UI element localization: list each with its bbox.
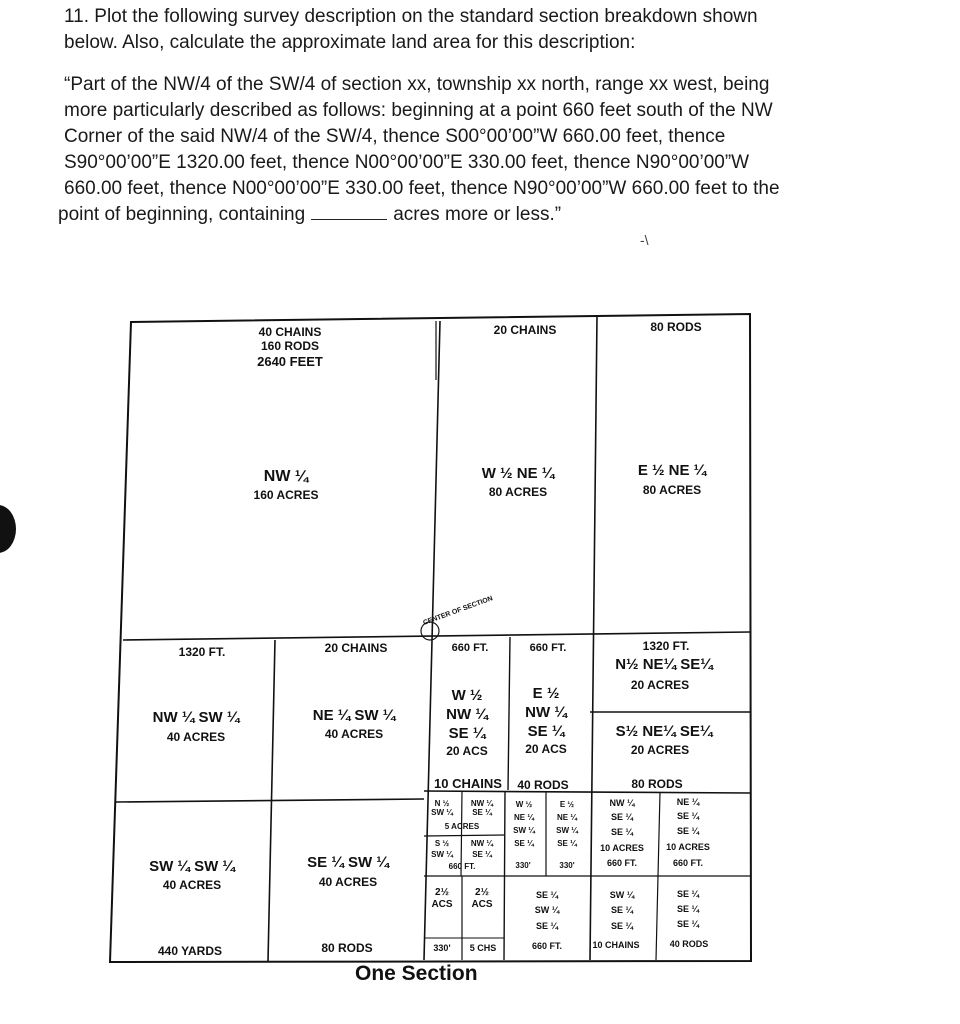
half-section-line bbox=[123, 632, 750, 640]
section-outline bbox=[110, 314, 751, 962]
w-nw-se-line3: SE ¼ bbox=[448, 725, 486, 742]
nw-quarter-label: NW ¼ bbox=[263, 468, 309, 485]
label-660-ft-a: 660 FT. bbox=[451, 642, 489, 654]
description-line-3: Corner of the said NW/4 of the SW/4, thence S00°00’00”W 660.00 feet, thence bbox=[64, 126, 726, 147]
ne-se-se-1: NE ¼ bbox=[676, 797, 700, 807]
label-80-rods-bottom: 80 RODS bbox=[321, 941, 373, 955]
se-sw-se-3: SE ¼ bbox=[535, 921, 559, 931]
description-line-4: S90°00’00”E 1320.00 feet, thence N00°00’00”E 330.00 feet, thence N90°00’00”W bbox=[64, 152, 750, 173]
e-half-ne-label: E ½ NE ¼ bbox=[637, 462, 707, 479]
e-nw-se-acres: 20 ACS bbox=[525, 742, 567, 756]
label-330-b: 330' bbox=[559, 861, 575, 870]
nw-sw-label: NW ¼ SW ¼ bbox=[152, 709, 240, 726]
description-line-5: 660.00 feet, thence N00°00’00”E 330.00 feet, thence N90°00’00”W 660.00 feet to the bbox=[64, 178, 780, 199]
label-1320-ft-right: 1320 FT. bbox=[642, 639, 690, 653]
w-nw-se-acres: 20 ACS bbox=[446, 744, 488, 758]
description-line-6-end: acres more or less.” bbox=[393, 204, 562, 225]
se-se-se-3: SE ¼ bbox=[676, 919, 700, 929]
label-80-rods-top: 80 RODS bbox=[650, 320, 702, 334]
description-line-2: more particularly described as follows: beginning at a point 660 feet south of the NW bbox=[64, 100, 773, 121]
nw-sw-se-small-1: NW ¼ bbox=[470, 799, 494, 808]
center-of-section-icon bbox=[421, 622, 439, 640]
nw-sw-acres: 40 ACRES bbox=[166, 730, 226, 744]
label-160-rods: 160 RODS bbox=[260, 339, 320, 353]
se-se-se-2: SE ¼ bbox=[676, 904, 700, 914]
ne-se-se-3: SE ¼ bbox=[676, 826, 700, 836]
nw-se-se-2: SE ¼ bbox=[610, 812, 634, 822]
n-ne-se-acres: 20 ACRES bbox=[630, 678, 690, 692]
nw-sw-se-small-2: SE ¼ bbox=[472, 808, 492, 817]
se-se-se-1: SE ¼ bbox=[676, 889, 700, 899]
sw-se-se-3: SE ¼ bbox=[610, 921, 634, 931]
diagram-caption: One Section bbox=[355, 962, 478, 985]
label-5-chs: 5 CHS bbox=[469, 943, 497, 953]
two-half-b-1: 2½ bbox=[475, 887, 489, 898]
n-ne-se-label: N½ NE¼ SE¼ bbox=[615, 656, 713, 673]
ne-half-divider bbox=[590, 316, 597, 960]
s-half-nw-sw-se-1: S ½ bbox=[434, 839, 450, 848]
w-ne-sw-se-3: SW ¼ bbox=[513, 826, 535, 835]
n-half-nw-sw-se-acres: 5 ACRES bbox=[444, 822, 480, 831]
label-20-chains-mid: 20 CHAINS bbox=[324, 641, 388, 655]
e-nw-se-line2: NW ¼ bbox=[525, 704, 567, 721]
w-ne-sw-se-4: SE ¼ bbox=[514, 839, 534, 848]
s-ne-se-label: S½ NE¼ SE¼ bbox=[615, 723, 713, 740]
w-nw-se-line2: NW ¼ bbox=[446, 706, 488, 723]
e-ne-sw-se-2: NE ¼ bbox=[556, 813, 578, 822]
label-330-a: 330' bbox=[515, 861, 531, 870]
center-vertical-line bbox=[424, 321, 440, 960]
label-440-yards: 440 YARDS bbox=[157, 944, 223, 958]
sw-quarter-divider bbox=[268, 640, 275, 961]
nw-quarter-acres: 160 ACRES bbox=[253, 488, 319, 502]
ne-se-se-2: SE ¼ bbox=[676, 811, 700, 821]
e-half-ne-acres: 80 ACRES bbox=[642, 483, 702, 497]
se-sw-se-2: SW ¼ bbox=[534, 905, 560, 915]
w-nw-se-line1: W ½ bbox=[451, 687, 483, 704]
sw-sw-acres: 40 ACRES bbox=[162, 878, 222, 892]
e-nw-se-line1: E ½ bbox=[532, 685, 560, 702]
label-660-ft-b: 660 FT. bbox=[529, 642, 567, 654]
acreage-answer-blank[interactable] bbox=[311, 203, 387, 220]
pencil-mark: -\ bbox=[640, 232, 649, 248]
e-ne-sw-se-1: E ½ bbox=[559, 800, 575, 809]
label-1320-ft-left: 1320 FT. bbox=[178, 645, 226, 659]
s-nw-small-2: SE ¼ bbox=[472, 850, 492, 859]
nw-se-se-acres: 10 ACRES bbox=[600, 843, 644, 853]
w-ne-sw-se-1: W ½ bbox=[515, 800, 533, 809]
two-half-b-2: ACS bbox=[471, 899, 493, 910]
hole-punch-mark bbox=[0, 505, 16, 553]
label-660-ft-bottom: 660 FT. bbox=[531, 941, 563, 951]
s-half-nw-sw-se-2: SW ¼ bbox=[431, 850, 453, 859]
s-nw-small-1: NW ¼ bbox=[470, 839, 494, 848]
two-half-a-2: ACS bbox=[431, 899, 453, 910]
w-half-ne-label: W ½ NE ¼ bbox=[481, 465, 555, 482]
label-10-chains: 10 CHAINS bbox=[434, 776, 502, 791]
label-40-rods: 40 RODS bbox=[517, 778, 569, 792]
label-40-rods-bottom: 40 RODS bbox=[669, 939, 709, 949]
n-half-nw-sw-se-1: N ½ bbox=[434, 799, 450, 808]
n-half-nw-sw-se-2: SW ¼ bbox=[431, 808, 453, 817]
label-40-chains: 40 CHAINS bbox=[258, 325, 322, 339]
label-80-rods-mid: 80 RODS bbox=[631, 777, 683, 791]
label-330-bottom: 330' bbox=[433, 943, 451, 953]
w-half-ne-acres: 80 ACRES bbox=[488, 485, 548, 499]
se-sw-se-1: SE ¼ bbox=[535, 890, 559, 900]
se-quarter-mid-line bbox=[424, 791, 750, 793]
nw-se-se-3: SE ¼ bbox=[610, 827, 634, 837]
nw-se-divider bbox=[508, 637, 510, 790]
description-line-6-start: point of beginning, containing bbox=[58, 204, 306, 225]
sw-se-se-1: SW ¼ bbox=[609, 890, 635, 900]
label-10-chains-bottom: 10 CHAINS bbox=[592, 940, 640, 950]
sw-se-se-2: SE ¼ bbox=[610, 905, 634, 915]
description-line-1: “Part of the NW/4 of the SW/4 of section xx, township xx north, range xx west, being bbox=[64, 74, 770, 95]
nw-se-se-ft: 660 FT. bbox=[606, 858, 638, 868]
ne-sw-acres: 40 ACRES bbox=[324, 727, 384, 741]
center-label: CENTER OF SECTION bbox=[422, 595, 494, 627]
question-line-1: 11. Plot the following survey description on the standard section breakdown shown bbox=[64, 6, 758, 27]
se-sw-label: SE ¼ SW ¼ bbox=[307, 854, 389, 871]
e-ne-sw-se-3: SW ¼ bbox=[556, 826, 578, 835]
ne-sw-label: NE ¼ SW ¼ bbox=[312, 707, 396, 724]
s-half-nw-sw-se-ft: 660 FT. bbox=[448, 862, 476, 871]
sw-sw-label: SW ¼ SW ¼ bbox=[149, 858, 235, 875]
e-nw-se-line3: SE ¼ bbox=[527, 723, 565, 740]
e-ne-sw-se-4: SE ¼ bbox=[557, 839, 577, 848]
w-ne-sw-se-2: NE ¼ bbox=[513, 813, 535, 822]
two-half-a-1: 2½ bbox=[435, 887, 449, 898]
s-ne-se-acres: 20 ACRES bbox=[630, 743, 690, 757]
se-sw-acres: 40 ACRES bbox=[318, 875, 378, 889]
sw-quarter-mid-line bbox=[116, 799, 424, 802]
label-20-chains-top: 20 CHAINS bbox=[493, 323, 557, 337]
label-2640-feet: 2640 FEET bbox=[257, 354, 323, 369]
description-line-6 bbox=[58, 202, 561, 228]
question-line-2: below. Also, calculate the approximate land area for this description: bbox=[64, 32, 636, 53]
nw-se-se-1: NW ¼ bbox=[609, 798, 635, 808]
ne-se-se-ft: 660 FT. bbox=[672, 858, 704, 868]
ne-se-se-acres: 10 ACRES bbox=[666, 842, 710, 852]
